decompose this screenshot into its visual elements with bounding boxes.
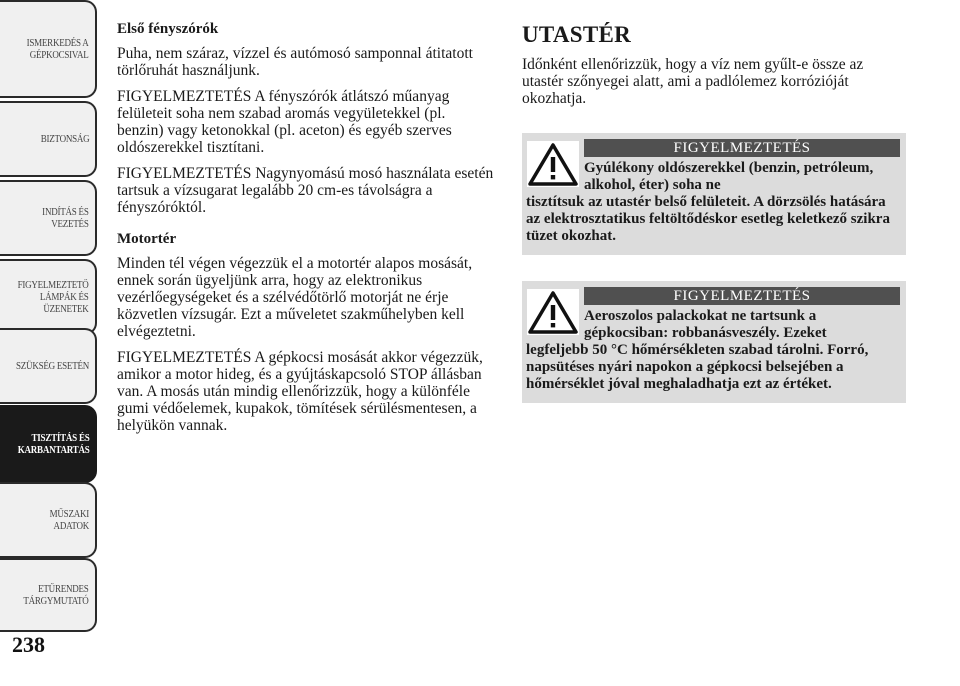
warning-text-first: Gyúlékony oldószerekkel (benzin, petróleum, alkohol, éter) soha ne [584,160,874,193]
tab-label: INDÍTÁS ÉS VEZETÉS [42,206,89,230]
paragraph: FIGYELMEZTETÉS Nagynyomású mosó használata esetén tartsuk a vízsugarat legalább 20 cm-es távolságra a fényszóróktól. [117,165,494,216]
heading-engine-bay: Motortér [117,231,177,247]
right-column [522,20,906,403]
tab-warning-lights[interactable] [0,259,97,335]
warning-text-rest: legfeljebb 50 °C hőmérsékleten szabad tárolni. Forró, napsütéses nyári napokon a gépkocsi belsejében a hőmérséklet jóval meghaladhatja ezt az értéket. [526,342,869,392]
tab-label: FIGYELMEZTETŐ LÁMPÁK ÉS ÜZENETEK [18,279,89,315]
warning-box-aerosols [522,281,906,403]
warning-text-rest: tisztítsuk az utastér belső felületeit. A dörzsölés hatására az elektrosztatikus feltöltődéskor esetleg keletkező szikra tüzet okozhat. [526,194,890,244]
tab-label: SZÜKSÉG ESETÉN [16,360,89,372]
tab-index[interactable] [0,558,97,632]
tab-label: BIZTONSÁG [40,133,89,145]
chapter-tabs [0,0,101,640]
paragraph: Minden tél végen végezzük el a motortér alapos mosását, ennek során ügyeljünk arra, hogy az elektronikus vezérlőegységeket és a szélvédőtörlő motorját ne érje közvetlen vízsugár. Ezt a műveletet szakműhelyben kell elvégeztetni. [117,255,473,340]
tab-label: TISZTÍTÁS ÉS KARBANTARTÁS [17,432,89,456]
warning-text [526,308,900,393]
heading-headlights: Első fényszórók [117,21,219,37]
section-title: UTASTÉR [522,22,632,47]
paragraph: FIGYELMEZTETÉS A fényszórók átlátszó műanyag felületeit soha nem szabad aromás vegyületekkel (pl. benzin) vagy ketonokkal (pl. aceton) és egyéb szerves oldószerekkel tisztítani. [117,88,452,156]
tab-safety[interactable] [0,101,97,177]
warning-label-bar: FIGYELMEZTETÉS [584,139,900,157]
warning-text-first: Aeroszolos palackokat ne tartsunk a gépkocsiban: robbanásveszély. Ezeket [584,308,827,341]
warning-box-solvents [522,133,906,255]
left-column [117,20,495,443]
tab-label: MŰSZAKI ADATOK [49,508,89,532]
tab-label: ETŰRENDES TÁRGYMUTATÓ [23,583,89,607]
tab-getting-to-know[interactable] [0,0,97,98]
tab-starting-driving[interactable] [0,180,97,256]
paragraph: Puha, nem száraz, vízzel és autómosó samponnal átitatott törlőruhát használjunk. [117,45,473,79]
warning-label-bar: FIGYELMEZTETÉS [584,287,900,305]
paragraph: FIGYELMEZTETÉS A gépkocsi mosását akkor végezzük, amikor a motor hideg, és a gyújtáskapcsoló STOP állásban van. A mosás után mindig ellenőrizzük, hogy a különféle gumi védőelemek, kupakok, tömítések sérülésmentesen, a helyükön vannak. [117,349,483,434]
warning-triangle-icon [527,289,579,335]
warning-triangle-icon [527,141,579,187]
tab-cleaning-maintenance[interactable] [0,405,97,483]
page-number: 238 [12,632,45,657]
paragraph: Időnként ellenőrizzük, hogy a víz nem gyűlt-e össze az utastér szőnyegei alatt, ami a padlólemez korrózióját okozhatja. [522,56,864,107]
tab-label: ISMERKEDÉS A GÉPKOCSIVAL [27,37,90,61]
tab-emergency[interactable] [0,328,97,404]
tab-technical-data[interactable] [0,482,97,558]
warning-text [526,160,900,245]
